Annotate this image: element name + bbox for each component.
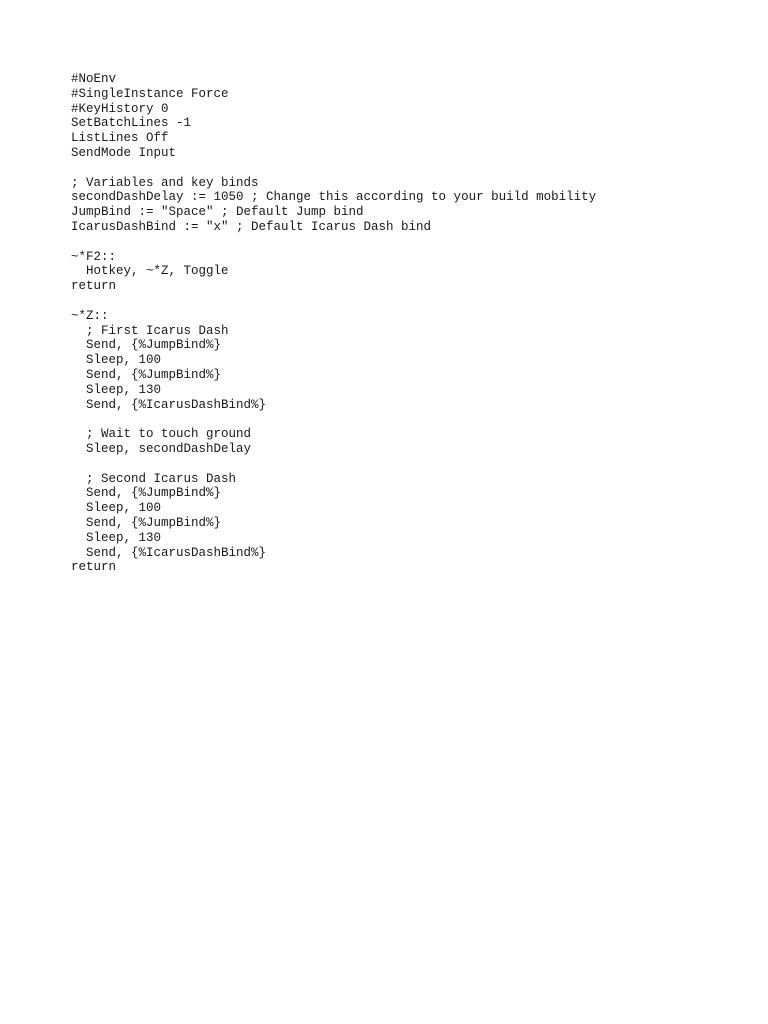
- code-line: SetBatchLines -1: [71, 116, 192, 131]
- code-line: Sleep, 130: [71, 382, 162, 397]
- code-line: Send, {%IcarusDashBind%}: [71, 397, 267, 412]
- code-line: Send, {%JumpBind%}: [71, 486, 222, 501]
- code-line: Hotkey, ~*Z, Toggle: [71, 264, 229, 279]
- code-line: return: [71, 560, 117, 575]
- code-line: Send, {%JumpBind%}: [71, 338, 222, 353]
- code-line: Send, {%JumpBind%}: [71, 515, 222, 530]
- code-line: Sleep, secondDashDelay: [71, 441, 252, 456]
- code-line: #KeyHistory 0: [71, 101, 169, 116]
- code-line: return: [71, 279, 117, 294]
- code-line: Sleep, 130: [71, 530, 162, 545]
- code-line: IcarusDashBind := "x" ; Default Icarus Dash bind: [71, 219, 432, 234]
- blank-line: [71, 235, 596, 250]
- comment-line: ; Variables and key binds: [71, 175, 259, 190]
- comment-line: ; Second Icarus Dash: [71, 471, 237, 486]
- code-line: Send, {%IcarusDashBind%}: [71, 545, 267, 560]
- code-line: Sleep, 100: [71, 353, 162, 368]
- blank-line: [71, 294, 596, 309]
- code-line: Sleep, 100: [71, 501, 162, 516]
- blank-line: [71, 161, 596, 176]
- code-line: SendMode Input: [71, 145, 177, 160]
- code-line: ListLines Off: [71, 131, 169, 146]
- blank-line: [71, 412, 596, 427]
- blank-line: [71, 457, 596, 472]
- code-line: #NoEnv: [71, 72, 117, 86]
- code-line: #SingleInstance Force: [71, 86, 229, 101]
- hotkey-label-line: ~*F2::: [71, 249, 117, 264]
- code-line: Send, {%JumpBind%}: [71, 367, 222, 382]
- comment-line: ; Wait to touch ground: [71, 427, 252, 442]
- hotkey-label-line: ~*Z::: [71, 308, 109, 323]
- code-line: secondDashDelay := 1050 ; Change this according to your build mobility: [71, 190, 597, 205]
- code-listing: [71, 72, 596, 575]
- comment-line: ; First Icarus Dash: [71, 323, 229, 338]
- code-line: JumpBind := "Space" ; Default Jump bind: [71, 205, 364, 220]
